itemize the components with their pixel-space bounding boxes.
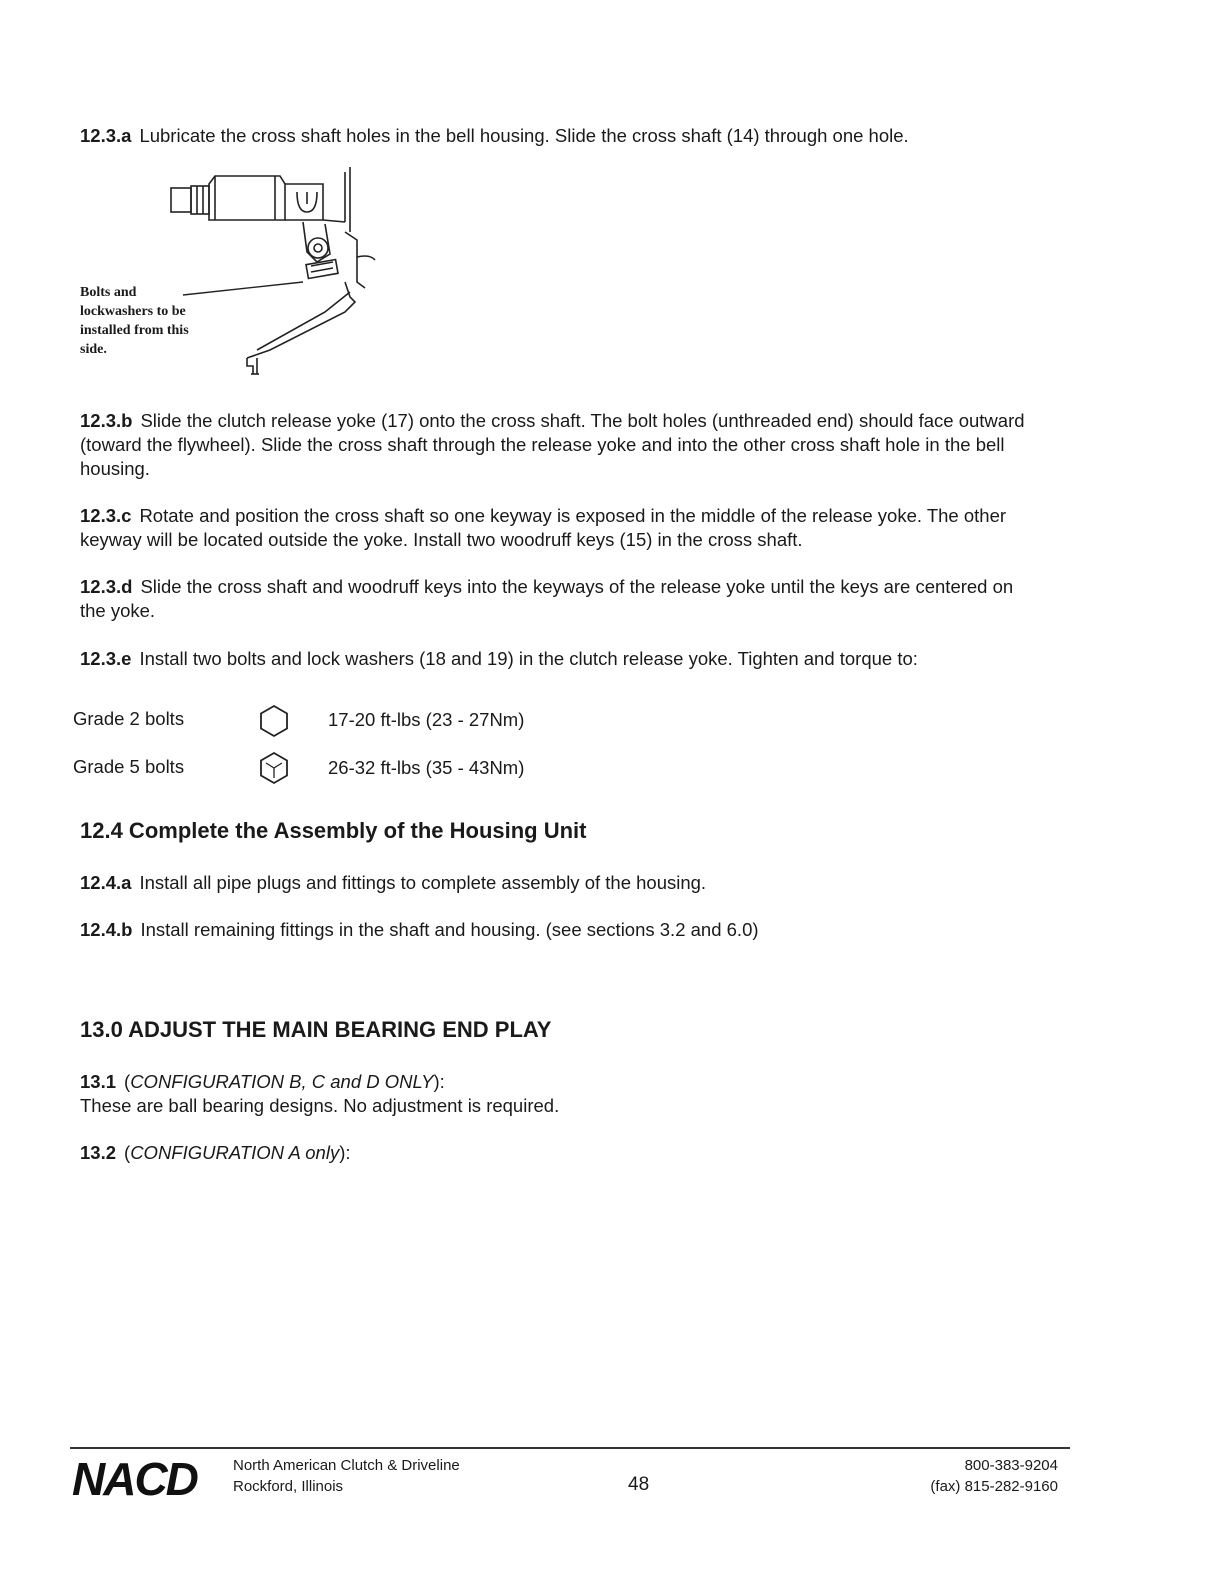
grade-2-bolt-head-icon	[257, 704, 291, 738]
company-name: North American Clutch & Driveline	[233, 1457, 460, 1474]
step-number: 12.3.a	[80, 125, 132, 146]
figure-caption: Bolts and lockwashers to be installed from this side.	[80, 285, 189, 357]
step-12-3-b	[80, 409, 1040, 481]
grade-5-label: Grade 5 bolts	[73, 756, 185, 777]
page-number: 48	[628, 1474, 650, 1495]
step-number: 12.3.b	[80, 410, 133, 431]
fax-number: (fax) 815-282-9160	[930, 1478, 1058, 1495]
step-number: 12.3.d	[80, 576, 133, 597]
step-text: These are ball bearing designs. No adjustment is required.	[80, 1095, 560, 1116]
grade-5-torque: 26-32 ft-lbs (35 - 43Nm)	[328, 757, 525, 778]
step-text: Rotate and position the cross shaft so one keyway is exposed in the middle of the release yoke. The other keyway will be located outside the yoke. Install two woodruff keys (15) in the cross shaft.	[80, 505, 1007, 550]
step-12-3-e	[80, 647, 1040, 671]
company-city: Rockford, Illinois	[233, 1478, 344, 1495]
step-number: 12.4.b	[80, 919, 133, 940]
config-note: CONFIGURATION A only	[130, 1142, 340, 1163]
step-text: Install two bolts and lock washers (18 and 19) in the clutch release yoke. Tighten and torque to:	[139, 648, 918, 669]
step-number: 12.3.e	[80, 648, 132, 669]
step-13-1: 13.1 (CONFIGURATION B, C and D ONLY): These are ball bearing designs. No adjustment is required.	[80, 1071, 560, 1116]
step-number: 13.1	[80, 1071, 117, 1092]
phone-number: 800-383-9204	[964, 1457, 1058, 1474]
grade-2-torque: 17-20 ft-lbs (23 - 27Nm)	[328, 709, 525, 730]
step-text: Slide the clutch release yoke (17) onto the cross shaft. The bolt holes (unthreaded end) should face outward (toward the flywheel). Slide the cross shaft through the release yoke and into the other cross shaft hole in the bell housing.	[80, 410, 1025, 479]
step-12-3-a	[80, 124, 1040, 148]
section-heading-13-0: 13.0 ADJUST THE MAIN BEARING END PLAY	[80, 1017, 552, 1042]
step-12-4-a	[80, 871, 1040, 895]
step-13-2: 13.2 (CONFIGURATION A only):	[80, 1142, 351, 1163]
step-number: 12.3.c	[80, 505, 132, 526]
step-text: Slide the cross shaft and woodruff keys into the keyways of the release yoke until the keys are centered on the yoke.	[80, 576, 1014, 621]
grade-5-bolt-head-icon	[257, 751, 291, 785]
step-12-3-d	[80, 575, 1040, 623]
step-number: 12.4.a	[80, 872, 132, 893]
step-text: Install remaining fittings in the shaft and housing. (see sections 3.2 and 6.0)	[140, 919, 759, 940]
step-12-3-c	[80, 504, 1040, 552]
step-text: Lubricate the cross shaft holes in the bell housing. Slide the cross shaft (14) through one hole.	[139, 125, 909, 146]
section-heading-12-4: 12.4 Complete the Assembly of the Housing Unit	[80, 818, 587, 843]
step-text: Install all pipe plugs and fittings to complete assembly of the housing.	[139, 872, 707, 893]
step-number: 13.2	[80, 1142, 117, 1163]
nacd-logo: NACD	[72, 1453, 197, 1505]
footer-divider	[70, 1447, 1070, 1449]
config-note: CONFIGURATION B, C and D ONLY	[130, 1071, 434, 1092]
step-12-4-b	[80, 918, 1040, 942]
grade-2-label: Grade 2 bolts	[73, 708, 185, 729]
